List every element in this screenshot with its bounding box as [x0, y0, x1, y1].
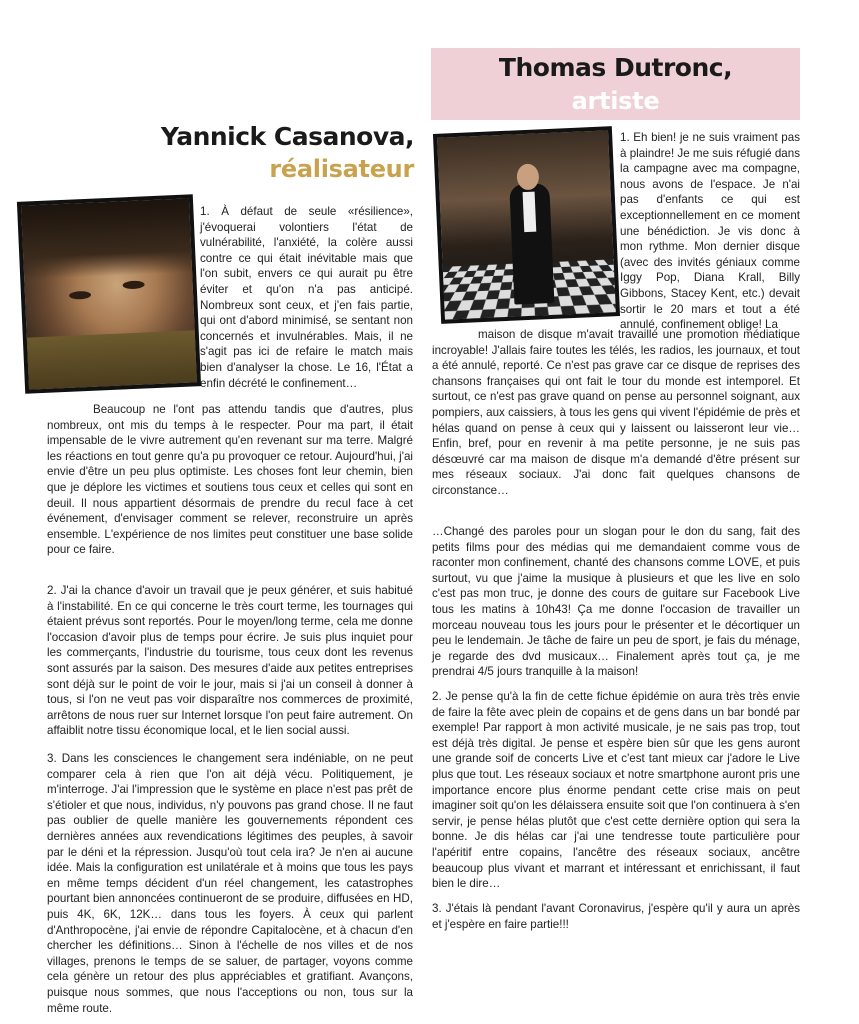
left-author-role: réalisateur: [269, 155, 414, 183]
right-author-photo: [433, 126, 620, 324]
paragraph: 3. J'étais là pendant l'avant Coronavirus, j'espère qu'il y aura un après et j'espère en faire partie!!!: [432, 902, 800, 931]
left-author-photo: [17, 194, 201, 393]
paragraph: 2. Je pense qu'à la fin de cette fichue épidémie on aura très très envie de faire la fête avec plein de copains et de gens dans un bar bondé par exemple! Par rapport à mon activité musicale, je ne sais pas trop, tout est déjà très digital. Je pense et espère bien sûr que les gens auront une grande soif de concerts Live et c'est tant mieux car j'adore le Live plus que tout. Les réseaux sociaux et notre smartphone auront pris une importance encore plus énorme pendant cette crise mais on peut imaginer soit qu'on les délaissera ensuite soit que l'on continuera à s'en servir, je pense hélas plutôt que c'est cette dernière option qui sera la bonne. Je dis hélas car j'ai une tendresse toute particulière pour l'apéritif entre copains, l'ancêtre des réseaux sociaux, ancêtre beaucoup plus vivant et marrant et intéressant et enrichissant, il faut bien le dire…: [432, 690, 800, 891]
paragraph: 2. J'ai la chance d'avoir un travail que je peux générer, et suis habitué à l'instabilité. En ce qui concerne le très court terme, les tournages qui étaient prévus sont reportés. Pour le moyen/long terme, cela me donne l'occasion d'avoir plus de temps pour écrire. Je suis plus inquiet pour les commerçants, l'industrie du tourisme, tous ceux dont les revenus sont assurés par la saison. Des mesures d'aide aux petites entreprises sont déjà sur le point de voir le jour, mais si j'ai un conseil à donner à tous, si l'on ne veut pas voir disparaître nos commerces de proximité, arrêtons de nous ruer sur Internet lorsque l'on peut faire autrement. On affaiblit notre tissu économique local, et le lien social aussi.: [47, 584, 413, 738]
paragraph: maison de disque m'avait travaillé une promotion médiatique incroyable! J'allais faire toutes les télés, les radios, les journaux, et tout a été annulé, reporté. Ce n'est pas grave car ce disque de reprises des chansons françaises qui ont fait le tour du monde est intemporel. Et surtout, ce n'est pas grave quand on pense au personnel soignant, aux pompiers, aux caissiers, à tous les gens qui vivent l'épidémie de près et hélas quand on pense à ceux qui y laissent ou laisseront leur vie… Enfin, bref, pour en revenir à ma petite personne, je ne suis pas désœuvré car ma maison de disque m'a demandé d'être présent sur mes réseaux sociaux. J'ai donc fait quelques chansons de circonstance…: [432, 328, 800, 497]
right-author-name: Thomas Dutronc,: [498, 53, 733, 82]
left-answer-1-continuation: [47, 402, 413, 558]
paragraph: 1. À défaut de seule «résilience», j'évoquerai volontiers l'état de vulnérabilité, l'anxiété, la colère aussi contre ce qui était inévitable mais que l'on subit, envers ce qui aurait pu être éviter et qu'on n'a pas anticipé. Nombreux sont ceux, et j'en fais partie, qui ont d'abord minimisé, se sentant non concernés et invulnérables. Mais, il ne s'agit pas ici de refaire le match mais bien d'analyser la chose. Le 16, l'État a enfin décrété le confinement…: [200, 205, 413, 390]
paragraph: …Changé des paroles pour un slogan pour le don du sang, fait des petits films pour des médias qui me demandaient comme vous de raconter mon confinement, chanté des chansons comme LOVE, et puis surtout, vu que j'aime la musique à plusieurs et que les live en solo c'est pas mon truc, je donne des cours de guitare sur Facebook Live tous les matins à 10h43! Ça me donne l'occasion de travailler un morceau nouveau tous les jours pour le présenter et le décortiquer un peu le lendemain. Je tâche de faire un peu de sport, je fais du ménage, je regarde des dvd musicaux… Finalement après tout ça, je me prendrai 4/5 jours tranquille à la maison!: [432, 525, 800, 679]
paragraph: 1. Eh bien! je ne suis vraiment pas à plaindre! Je me suis réfugié dans la campagne avec ma compagne, nous avons de l'espace. Je n'ai pas d'enfants ce qui est exceptionnellement en ce moment une bénédiction. Je vis donc à mon rythme. Mon dernier disque (avec des invités géniaux comme Iggy Pop, Diana Krall, Billy Gibbons, Stacey Kent, etc.) devait sortir le 20 mars et tout a été annulé, confinement oblige! La: [620, 131, 800, 332]
left-answer-3: [47, 751, 413, 1016]
photo-shirt: [27, 331, 197, 390]
paragraph: 3. Dans les consciences le changement sera indéniable, on ne peut comparer cela à rien que l'on ait déjà vécu. Politiquement, je m'interroge. J'ai l'impression que le système en place n'est pas prêt de s'étioler et que nous, individus, n'y pouvons pas grand chose. Il ne faut pas oublier de quelle manière les gouvernements répondent ces dernières années aux revendications légitimes des peuples, à savoir par le déni et la répression. Jusqu'où tout cela ira? Je n'en ai aucune idée. Mais la configuration est unilatérale et à moins que tous les pays en même temps décident d'un réel changement, les catastrophes pourtant bien annoncées continueront de se produire, diffusées en HD, puis 4K, 6K, 12K… dans tous les foyers. À ceux qui parlent d'Anthropocène, j'ai envie de répondre Capitalocène, et à chacun d'en chercher les définitions… Sinon à l'échelle de nos villes et de nos villages, prenons le temps de se saluer, de partager, voyons comme cela génère un retour des plus appréciables et gratifiant. Avançons, puisque nous sommes, que nous l'acceptions ou non, tous sur la même route.: [47, 752, 413, 1015]
right-answer-1-intro: [620, 130, 800, 333]
photo-shirt: [523, 192, 537, 232]
left-answer-1-intro: [200, 204, 413, 391]
right-answer-1-part-2: [432, 524, 800, 680]
left-author-name: Yannick Casanova,: [160, 122, 414, 151]
photo-hair: [21, 198, 192, 279]
photo-eye: [122, 280, 144, 289]
left-answer-2: [47, 583, 413, 739]
photo-eye: [69, 291, 91, 300]
right-answer-1-continuation: [432, 327, 800, 499]
right-author-role: artiste: [571, 87, 660, 115]
paragraph: Beaucoup ne l'ont pas attendu tandis que d'autres, plus nombreux, ont mis du temps à le respecter. Pour ma part, il était impensable de le vivre autrement qu'en revenant sur ma terre. Malgré les réactions en tout genre qu'a pu provoquer ce retour. Aujourd'hui, j'ai envie d'être un peu plus optimiste. Les choses font leur chemin, bien que je déplore les victimes et soutiens tous ceux et celles qui sont en deuil. Il nous appartient désormais de prendre du recul face à cet événement, d'envisager comment se relever, reconstruire un après ensemble. L'expérience de nos limites peut constituer une base solide pour ce faire.: [47, 403, 413, 557]
right-answer-3: [432, 901, 800, 932]
right-answer-2: [432, 689, 800, 892]
